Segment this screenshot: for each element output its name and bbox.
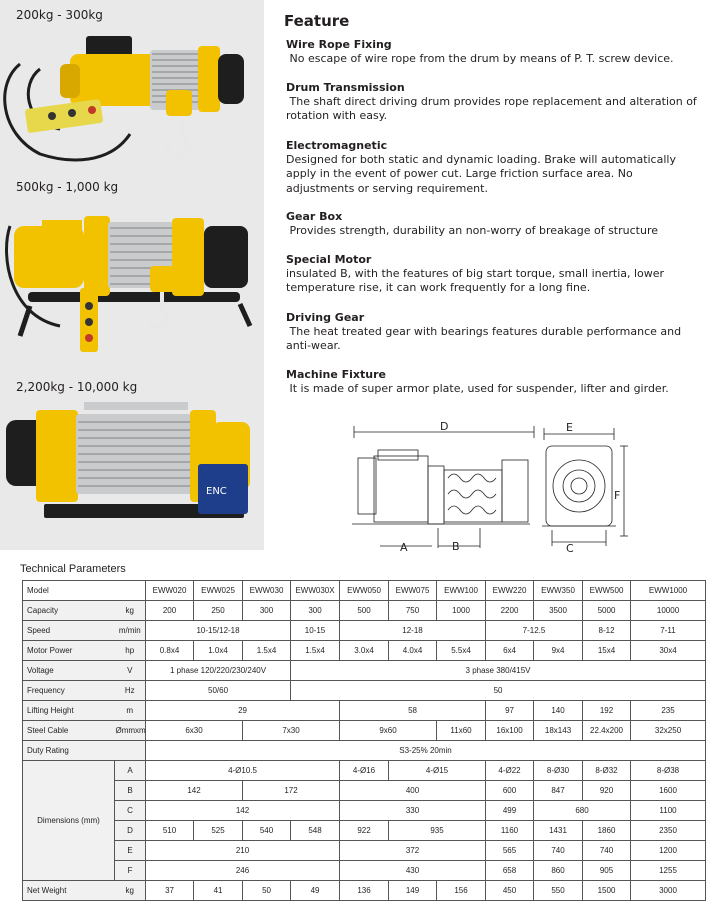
- table-cell: 1600: [631, 781, 706, 801]
- model-cell: EWW030: [243, 581, 291, 601]
- feature-title: Gear Box: [286, 210, 343, 223]
- table-row-speed: [23, 621, 706, 641]
- table-cell: 5.5x4: [437, 641, 486, 661]
- table-cell: 1200: [631, 841, 706, 861]
- table-cell: 920: [583, 781, 631, 801]
- dimension-drawing: [348, 418, 638, 558]
- table-cell: 10-15: [291, 621, 340, 641]
- feature-heading: Feature: [284, 12, 350, 30]
- table-cell: 246: [146, 861, 340, 881]
- table-cell: S3-25% 20min: [146, 741, 706, 761]
- row-label: Speed: [23, 621, 115, 641]
- table-row-capacity: [23, 601, 706, 621]
- winch-photo-large: [0, 394, 264, 534]
- table-cell: 4-Ø15: [389, 761, 486, 781]
- table-cell: 4-Ø16: [340, 761, 389, 781]
- row-label: Steel Cable: [23, 721, 115, 741]
- row-unit: kg: [115, 601, 146, 621]
- controller-brand-text: ENC: [206, 486, 227, 497]
- table-row-lifting: [23, 701, 706, 721]
- row-unit: hp: [115, 641, 146, 661]
- table-row-weight: [23, 881, 706, 901]
- feature-drum: [286, 81, 704, 124]
- table-cell: 1.0x4: [194, 641, 243, 661]
- table-cell: 22.4x200: [583, 721, 631, 741]
- row-label: Capacity: [23, 601, 115, 621]
- feature-fixture: [286, 368, 704, 396]
- feature-wire-rope: [286, 38, 704, 66]
- row-label: Model: [23, 581, 146, 601]
- table-cell: 860: [534, 861, 583, 881]
- feature-text: insulated B, with the features of big start torque, small inertia, lower temperature rise, it can work frequently for a long fine.: [286, 267, 668, 295]
- table-cell: 8-Ø38: [631, 761, 706, 781]
- feature-driving-gear: [286, 311, 704, 354]
- table-cell: 6x30: [146, 721, 243, 741]
- dim-label-b: B: [452, 540, 460, 553]
- table-row-motor: [23, 641, 706, 661]
- table-row-dim-f: [23, 861, 706, 881]
- table-cell: 450: [486, 881, 534, 901]
- table-cell: 156: [437, 881, 486, 901]
- feature-title: Driving Gear: [286, 311, 365, 324]
- winch-photo-medium: [0, 196, 264, 366]
- feature-text: The shaft direct driving drum provides rope replacement and alteration of rotation with easy.: [286, 95, 701, 123]
- table-cell: 7-11: [631, 621, 706, 641]
- feature-electromagnetic: [286, 139, 704, 196]
- product-photo-panel: [0, 0, 264, 550]
- table-cell: 550: [534, 881, 583, 901]
- table-cell: 4.0x4: [389, 641, 437, 661]
- table-cell: 37: [146, 881, 194, 901]
- table-cell: 1431: [534, 821, 583, 841]
- feature-title: Drum Transmission: [286, 81, 405, 94]
- table-cell: 1860: [583, 821, 631, 841]
- dim-letter: B: [115, 781, 146, 801]
- table-cell: 750: [389, 601, 437, 621]
- dim-letter: F: [115, 861, 146, 881]
- table-cell: 235: [631, 701, 706, 721]
- winch-photo-small: [0, 24, 264, 174]
- table-row-dim-e: [23, 841, 706, 861]
- table-cell: 5000: [583, 601, 631, 621]
- model-cell: EWW075: [389, 581, 437, 601]
- table-cell: 740: [583, 841, 631, 861]
- model-cell: EWW500: [583, 581, 631, 601]
- table-row-voltage: [23, 661, 706, 681]
- table-cell: 7-12.5: [486, 621, 583, 641]
- table-cell: 499: [486, 801, 534, 821]
- model-cell: EWW100: [437, 581, 486, 601]
- feature-motor: [286, 253, 704, 296]
- table-cell: 4-Ø10.5: [146, 761, 340, 781]
- table-cell: 0.8x4: [146, 641, 194, 661]
- table-cell: 847: [534, 781, 583, 801]
- table-row-duty: [23, 741, 706, 761]
- dim-label-a: A: [400, 541, 408, 554]
- table-cell: 142: [146, 781, 243, 801]
- model-cell: EWW030X: [291, 581, 340, 601]
- row-label: Lifting Height: [23, 701, 115, 721]
- table-cell: 300: [291, 601, 340, 621]
- table-title: Technical Parameters: [20, 563, 126, 575]
- table-cell: 7x30: [243, 721, 340, 741]
- dim-label-d: D: [440, 420, 449, 433]
- table-cell: 400: [340, 781, 486, 801]
- feature-text: No escape of wire rope from the drum by means of P. T. screw device.: [286, 52, 674, 66]
- dim-label-e: E: [566, 421, 573, 434]
- table-cell: 58: [340, 701, 486, 721]
- table-cell: 740: [534, 841, 583, 861]
- table-cell: 935: [389, 821, 486, 841]
- table-cell: 8-12: [583, 621, 631, 641]
- table-cell: 540: [243, 821, 291, 841]
- table-cell: 680: [534, 801, 631, 821]
- table-cell: 32x250: [631, 721, 706, 741]
- capacity-label-medium: 500kg - 1,000 kg: [16, 180, 119, 194]
- feature-text: Provides strength, durability an non-worry of breakage of structure: [286, 224, 658, 238]
- table-cell: 9x4: [534, 641, 583, 661]
- table-cell: 140: [534, 701, 583, 721]
- table-row-frequency: [23, 681, 706, 701]
- table-cell: 50/60: [146, 681, 291, 701]
- dim-label-f: F: [614, 489, 621, 502]
- table-cell: 658: [486, 861, 534, 881]
- table-cell: 510: [146, 821, 194, 841]
- dim-label-c: C: [566, 542, 574, 555]
- row-unit: Ømmxm: [115, 721, 146, 741]
- row-unit: Hz: [115, 681, 146, 701]
- feature-title: Electromagnetic: [286, 139, 388, 152]
- row-unit: V: [115, 661, 146, 681]
- table-cell: 149: [389, 881, 437, 901]
- table-cell: 1255: [631, 861, 706, 881]
- table-cell: 10-15/12-18: [146, 621, 291, 641]
- table-cell: 372: [340, 841, 486, 861]
- table-cell: 49: [291, 881, 340, 901]
- table-cell: 12-18: [340, 621, 486, 641]
- table-cell: 525: [194, 821, 243, 841]
- table-cell: 330: [340, 801, 486, 821]
- capacity-label-large: 2,200kg - 10,000 kg: [16, 380, 138, 394]
- table-cell: 2200: [486, 601, 534, 621]
- table-cell: 1100: [631, 801, 706, 821]
- table-cell: 300: [243, 601, 291, 621]
- feature-text: Designed for both static and dynamic loading. Brake will automatically apply in the event of power cut. Large friction surface area. No adjustments or serving requirement.: [286, 153, 680, 195]
- table-cell: 6x4: [486, 641, 534, 661]
- table-cell: 3000: [631, 881, 706, 901]
- table-cell: 8-Ø32: [583, 761, 631, 781]
- spec-table: [22, 580, 706, 901]
- row-label: Motor Power: [23, 641, 115, 661]
- table-cell: 250: [194, 601, 243, 621]
- table-cell: 3 phase 380/415V: [291, 661, 706, 681]
- feature-title: Machine Fixture: [286, 368, 386, 381]
- table-cell: 50: [291, 681, 706, 701]
- row-label: Duty Rating: [23, 741, 146, 761]
- table-cell: 10000: [631, 601, 706, 621]
- table-row-cable: [23, 721, 706, 741]
- table-cell: 9x60: [340, 721, 437, 741]
- table-cell: 1000: [437, 601, 486, 621]
- row-unit: m: [115, 701, 146, 721]
- dim-letter: D: [115, 821, 146, 841]
- table-cell: 8-Ø30: [534, 761, 583, 781]
- table-cell: 565: [486, 841, 534, 861]
- row-label: Voltage: [23, 661, 115, 681]
- model-cell: EWW350: [534, 581, 583, 601]
- model-cell: EWW220: [486, 581, 534, 601]
- table-cell: 3500: [534, 601, 583, 621]
- table-cell: 1160: [486, 821, 534, 841]
- row-label: Net Weight: [23, 881, 115, 901]
- table-cell: 15x4: [583, 641, 631, 661]
- table-cell: 4-Ø22: [486, 761, 534, 781]
- table-cell: 430: [340, 861, 486, 881]
- table-cell: 548: [291, 821, 340, 841]
- table-cell: 500: [340, 601, 389, 621]
- table-cell: 1500: [583, 881, 631, 901]
- table-row-dim-b: [23, 781, 706, 801]
- table-cell: 600: [486, 781, 534, 801]
- table-cell: 50: [243, 881, 291, 901]
- dimensions-label: Dimensions (mm): [23, 761, 115, 881]
- table-cell: 172: [243, 781, 340, 801]
- table-row-model: [23, 581, 706, 601]
- dim-letter: E: [115, 841, 146, 861]
- row-unit: kg: [115, 881, 146, 901]
- model-cell: EWW1000: [631, 581, 706, 601]
- feature-text: It is made of super armor plate, used for suspender, lifter and girder.: [286, 382, 669, 396]
- model-cell: EWW025: [194, 581, 243, 601]
- table-cell: 11x60: [437, 721, 486, 741]
- table-cell: 2350: [631, 821, 706, 841]
- table-cell: 3.0x4: [340, 641, 389, 661]
- table-cell: 905: [583, 861, 631, 881]
- model-cell: EWW050: [340, 581, 389, 601]
- table-cell: 97: [486, 701, 534, 721]
- feature-title: Wire Rope Fixing: [286, 38, 392, 51]
- table-cell: 1 phase 120/220/230/240V: [146, 661, 291, 681]
- table-row-dim-a: [23, 761, 706, 781]
- feature-text: The heat treated gear with bearings features durable performance and anti-wear.: [286, 325, 685, 353]
- table-cell: 29: [146, 701, 340, 721]
- table-row-dim-d: [23, 821, 706, 841]
- dim-letter: A: [115, 761, 146, 781]
- table-cell: 200: [146, 601, 194, 621]
- table-cell: 1.5x4: [291, 641, 340, 661]
- table-cell: 30x4: [631, 641, 706, 661]
- table-cell: 210: [146, 841, 340, 861]
- table-cell: 18x143: [534, 721, 583, 741]
- table-cell: 922: [340, 821, 389, 841]
- table-cell: 192: [583, 701, 631, 721]
- feature-title: Special Motor: [286, 253, 372, 266]
- row-label: Frequency: [23, 681, 115, 701]
- table-cell: 1.5x4: [243, 641, 291, 661]
- model-cell: EWW020: [146, 581, 194, 601]
- capacity-label-small: 200kg - 300kg: [16, 8, 103, 22]
- table-cell: 16x100: [486, 721, 534, 741]
- table-cell: 41: [194, 881, 243, 901]
- dim-letter: C: [115, 801, 146, 821]
- row-unit: m/min: [115, 621, 146, 641]
- table-cell: 136: [340, 881, 389, 901]
- feature-gearbox: [286, 210, 704, 238]
- table-cell: 142: [146, 801, 340, 821]
- table-row-dim-c: [23, 801, 706, 821]
